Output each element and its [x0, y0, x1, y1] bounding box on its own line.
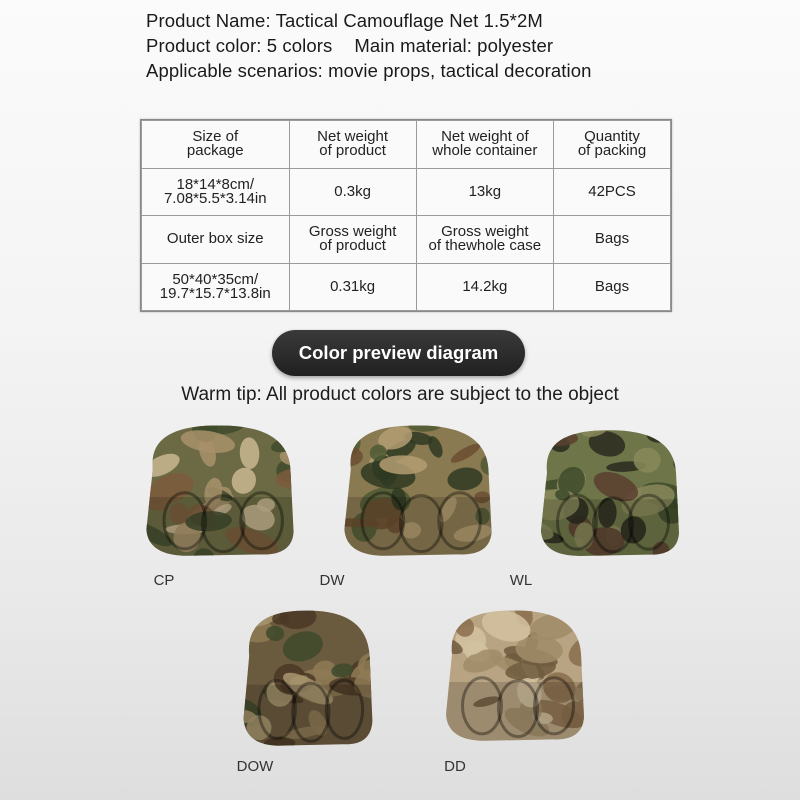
table-cell-text: Net weight of: [441, 128, 529, 146]
table-cell-text: 42PCS: [588, 182, 636, 200]
table-cell: [142, 216, 290, 264]
table-cell: [416, 263, 553, 311]
table-cell: [142, 263, 290, 311]
product-item-dow[interactable]: [238, 605, 378, 750]
table-cell: [554, 168, 671, 216]
table-cell-text: 7.08*5.5*3.14in: [163, 189, 267, 207]
table-cell: [289, 121, 416, 169]
camouflage-net-wl-image: [535, 425, 685, 560]
table-cell-text: 13kg: [468, 182, 502, 200]
table-cell: [554, 263, 671, 311]
table-cell-text: Gross weight: [441, 223, 529, 241]
table-cell-text: Size of: [192, 128, 239, 146]
product-item-dd[interactable]: [440, 605, 590, 745]
table-cell-text: 19.7*15.7*13.8in: [159, 284, 271, 302]
product-item-cp[interactable]: [140, 420, 300, 560]
product-code-label: DW: [319, 572, 345, 589]
camouflage-net-cp-image: [140, 420, 300, 560]
table-cell: [142, 168, 290, 216]
product-item-wl[interactable]: [535, 425, 685, 560]
table-cell-text: 14.2kg: [462, 277, 508, 295]
packaging-table: [140, 119, 672, 312]
table-cell: [416, 216, 553, 264]
product-specs: [146, 8, 592, 83]
table-cell: [142, 121, 290, 169]
color-preview-button[interactable]: Color preview diagram: [272, 330, 525, 376]
product-code-label: DOW: [236, 758, 274, 775]
main-material: Main material: polyester: [354, 35, 554, 56]
table-cell-text: 0.3kg: [334, 182, 371, 200]
table-cell-text: package: [186, 142, 244, 160]
camouflage-net-dd-image: [440, 605, 590, 745]
packaging-table-grid: [141, 120, 671, 311]
table-cell: [289, 263, 416, 311]
table-row: [142, 216, 671, 264]
applicable-scenarios: Applicable scenarios: movie props, tactical decoration: [146, 60, 592, 81]
table-cell-text: 18*14*8cm/: [176, 175, 255, 193]
table-cell-text: of product: [319, 142, 386, 160]
table-cell: [554, 121, 671, 169]
camouflage-net-dow-image: [238, 605, 378, 750]
product-item-dw[interactable]: [338, 420, 498, 560]
table-cell: [289, 216, 416, 264]
table-cell-text: Outer box size: [166, 230, 264, 248]
table-row: [142, 168, 671, 216]
table-cell-text: 50*40*35cm/: [172, 270, 259, 288]
table-cell: [554, 216, 671, 264]
product-color: Product color: 5 colors: [146, 35, 333, 56]
table-cell-text: 0.31kg: [330, 277, 376, 295]
table-cell: [289, 168, 416, 216]
table-cell-text: Net weight: [317, 128, 389, 146]
table-cell-text: of packing: [577, 142, 647, 160]
product-code-label: WL: [509, 572, 533, 589]
camouflage-net-dw-image: [338, 420, 498, 560]
product-code-label: DD: [444, 758, 466, 775]
table-cell-text: Quantity: [584, 128, 640, 146]
table-cell-text: Bags: [594, 230, 630, 248]
table-cell-text: whole container: [432, 142, 538, 160]
table-cell-text: of thewhole case: [428, 237, 542, 255]
table-row: [142, 121, 671, 169]
table-cell: [416, 121, 553, 169]
table-cell-text: Bags: [594, 277, 630, 295]
table-cell-text: of product: [319, 237, 386, 255]
product-code-label: CP: [153, 572, 175, 589]
table-cell-text: Gross weight: [308, 223, 397, 241]
table-row: [142, 263, 671, 311]
table-cell: [416, 168, 553, 216]
product-color-material: [146, 33, 592, 58]
product-name: Product Name: Tactical Camouflage Net 1.5*2M: [146, 10, 543, 31]
warm-tip: Warm tip: All product colors are subject to the object: [181, 384, 619, 405]
